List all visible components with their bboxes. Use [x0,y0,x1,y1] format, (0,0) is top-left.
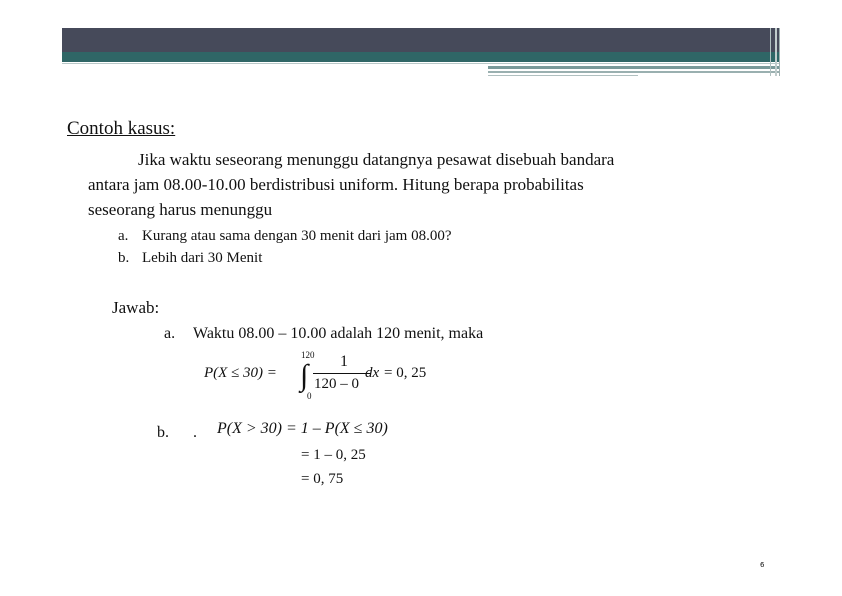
question-marker: a. [118,228,129,244]
question-marker: b. [118,250,130,266]
fraction-numerator: 1 [340,353,348,370]
problem-text-line: antara jam 08.00-10.00 berdistribusi uniform. Hitung berapa probabilitas [88,175,584,194]
answer-marker: a. [164,325,176,342]
header-decor-vertical [770,28,771,76]
header-bar [62,28,780,52]
header-decor-vertical [775,28,777,76]
header-accent-bar [62,52,780,62]
question-text: Kurang atau sama dengan 30 menit dari jam 08.00? [142,228,452,244]
integral-upper-limit: 120 [301,350,315,360]
equation-result: = 0, 25 [384,365,427,381]
answer-b-dot: . [193,424,197,441]
answer-label: Jawab: [112,298,160,317]
answer-marker: b. [157,424,169,441]
header-decor-vertical [779,28,780,76]
equation-line: = 1 – 0, 25 [301,447,366,463]
slide-title: Contoh kasus: [67,118,176,139]
problem-text-line: seseorang harus menunggu [88,200,273,219]
integral-sign: ∫ [300,359,309,392]
fraction-denominator: 120 – 0 [314,376,359,392]
integral-dx: dx [365,365,380,381]
fraction-bar [313,373,371,374]
question-text: Lebih dari 30 Menit [142,250,263,266]
header-decor-line [488,66,780,69]
equation-line: P(X > 30) = 1 – P(X ≤ 30) [217,420,388,437]
integral-lower-limit: 0 [307,391,312,401]
header-decor-line [488,75,638,76]
header-decor-line [488,71,780,73]
equation-line: = 0, 75 [301,471,344,487]
equation-lhs: P(X ≤ 30) = [204,365,277,381]
page-number: 6 [760,561,765,569]
answer-a-text: Waktu 08.00 – 10.00 adalah 120 menit, maka [193,325,484,342]
problem-text-line: Jika waktu seseorang menunggu datangnya pesawat disebuah bandara [138,150,615,169]
header-divider [62,63,780,64]
